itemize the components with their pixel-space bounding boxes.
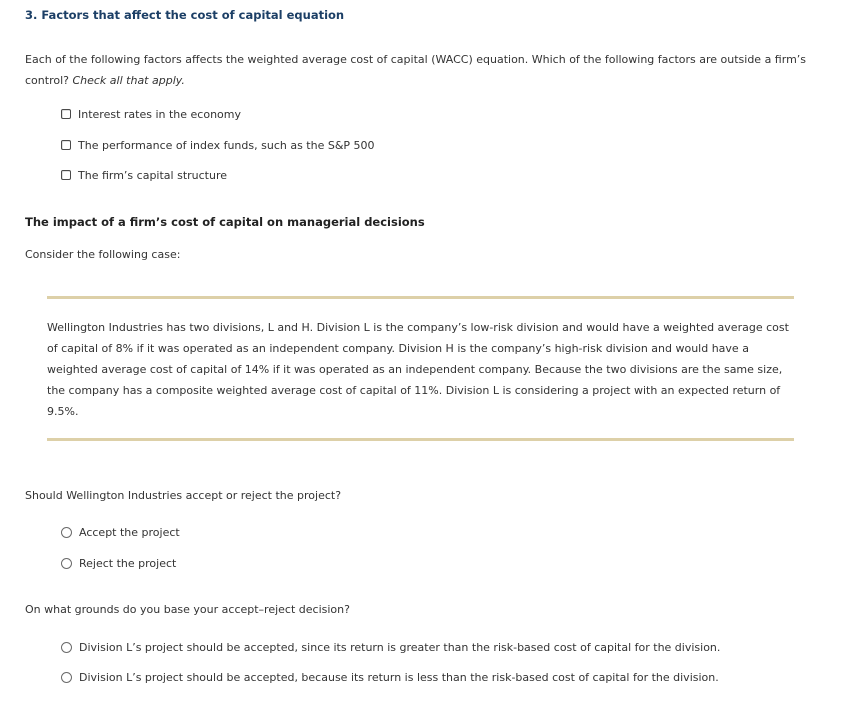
radio-input[interactable] [61, 642, 72, 653]
case-intro: Consider the following case: [25, 248, 181, 261]
radio-label: Accept the project [79, 525, 180, 539]
checkbox-label: The firm’s capital structure [78, 168, 228, 182]
case-description: Wellington Industries has two divisions, L and H. Division L is the company’s low-risk division and would have a weighted average cost of capital of 8% if it was operated as an independent company. Division H is the company’s high-risk division and would have a weighted average cost of capital of 14% if it was operated as an independent company. Because the two divisions are the same size, the company has a composite weighted average cost of capital of 11%. Division L is considering a project with an expected return of 9.5%. [47, 321, 789, 418]
checkbox-option-capital-structure[interactable] [61, 168, 227, 182]
case-top-divider [47, 296, 794, 299]
checkbox-input[interactable] [61, 140, 71, 150]
checkbox-input[interactable] [61, 109, 71, 119]
checkbox-option-index-funds[interactable] [61, 138, 375, 152]
decision-question: Should Wellington Industries accept or reject the project? [25, 489, 342, 502]
question-prompt [25, 49, 840, 91]
question-prompt-hint: Check all that apply. [72, 74, 185, 87]
radio-option-grounds-greater[interactable] [61, 640, 720, 654]
question-title: 3. Factors that affect the cost of capital equation [25, 8, 345, 22]
radio-input[interactable] [61, 558, 72, 569]
radio-label: Reject the project [79, 556, 177, 570]
section-heading: The impact of a firm’s cost of capital on managerial decisions [25, 215, 425, 229]
radio-input[interactable] [61, 527, 72, 538]
checkbox-option-interest-rates[interactable] [61, 107, 241, 121]
checkbox-label: The performance of index funds, such as the S&P 500 [78, 138, 375, 152]
radio-option-accept[interactable] [61, 525, 180, 539]
radio-option-grounds-less[interactable] [61, 670, 719, 684]
radio-label: Division L’s project should be accepted, because its return is less than the risk-based cost of capital for the division. [79, 670, 719, 684]
case-bottom-divider [47, 438, 794, 441]
question-prompt-text: Each of the following factors affects the weighted average cost of capital (WACC) equation. Which of the following factors are outside a firm’s control? [25, 53, 807, 87]
checkbox-label: Interest rates in the economy [78, 107, 242, 121]
radio-label: Division L’s project should be accepted, since its return is greater than the risk-based cost of capital for the division. [79, 640, 721, 654]
radio-input[interactable] [61, 672, 72, 683]
radio-option-reject[interactable] [61, 556, 176, 570]
checkbox-input[interactable] [61, 170, 71, 180]
grounds-question: On what grounds do you base your accept–reject decision? [25, 603, 350, 616]
